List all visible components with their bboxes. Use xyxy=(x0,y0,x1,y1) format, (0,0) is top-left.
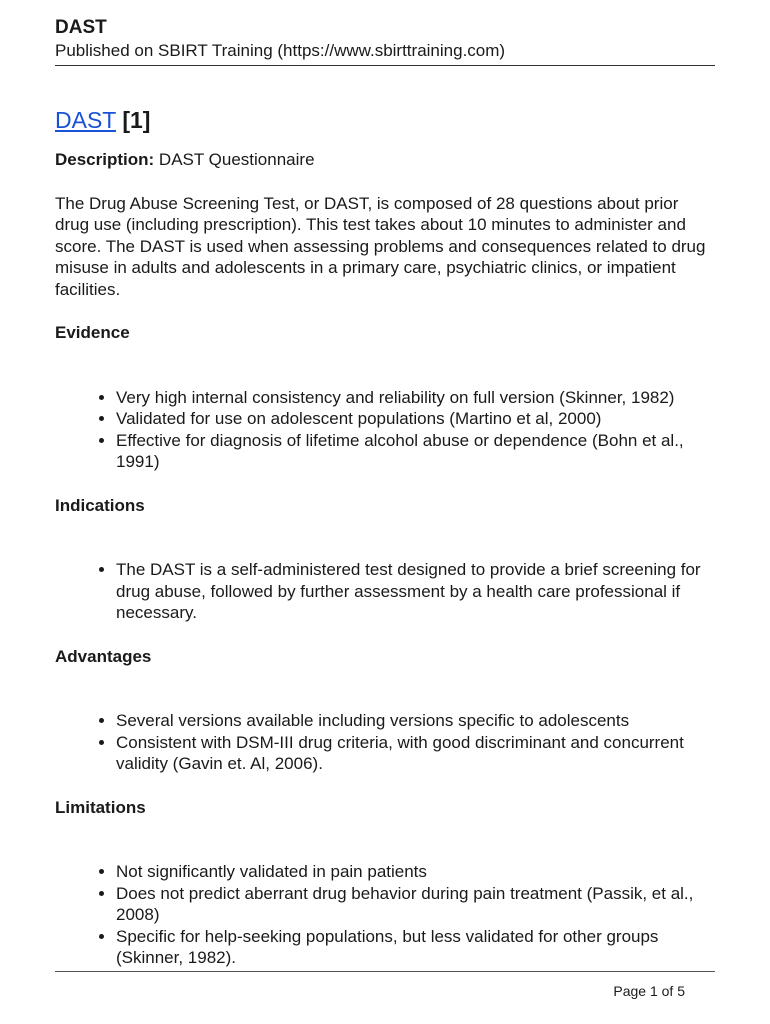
list-item: • The DAST is a self-administered test designed to provide a brief screening for drug abuse, followed by further assessment by a health care professional if necessary. xyxy=(116,559,715,624)
page-title xyxy=(55,105,715,135)
header-divider xyxy=(55,65,715,66)
section-heading-limitations: Limitations xyxy=(55,797,146,817)
main-content xyxy=(55,105,715,991)
description-line xyxy=(55,149,715,171)
document-title: DAST xyxy=(55,17,107,38)
published-on-line: Published on SBIRT Training (https://www.sbirttraining.com) xyxy=(55,41,506,60)
section-heading-indications: Indications xyxy=(55,495,145,515)
dast-title-link[interactable]: DAST xyxy=(55,107,116,133)
list-item: • Not significantly validated in pain patients xyxy=(116,861,715,883)
advantages-list xyxy=(55,710,715,775)
description-value: DAST Questionnaire xyxy=(158,150,315,169)
reference-marker: [1] xyxy=(122,107,151,133)
section-heading-evidence: Evidence xyxy=(55,323,130,342)
list-item: • Specific for help-seeking populations, but less validated for other groups (Skinner, 1982). xyxy=(116,926,715,969)
list-item: • Validated for use on adolescent populations (Martino et al, 2000) xyxy=(116,408,715,430)
list-item: • Effective for diagnosis of lifetime alcohol abuse or dependence (Bohn et al., 1991) xyxy=(116,430,715,473)
list-item: • Very high internal consistency and reliability on full version (Skinner, 1982) xyxy=(116,387,715,409)
evidence-list xyxy=(55,387,715,473)
list-item: • Consistent with DSM-III drug criteria, with good discriminant and concurrent validity (Gavin et. Al, 2006). xyxy=(116,732,715,775)
footer-divider xyxy=(55,971,715,972)
list-item: • Several versions available including versions specific to adolescents xyxy=(116,710,715,732)
indications-list xyxy=(55,559,715,624)
intro-paragraph: The Drug Abuse Screening Test, or DAST, is composed of 28 questions about prior drug use (including prescription). This test takes about 10 minutes to administer and score. The DAST is used when assessing problems and consequences related to drug misuse in adults and adolescents in a primary care, psychiatric clinics, or impatient facilities. xyxy=(55,193,706,299)
list-item: • Does not predict aberrant drug behavior during pain treatment (Passik, et al., 2008) xyxy=(116,883,715,926)
section-heading-advantages: Advantages xyxy=(55,646,152,666)
page-header xyxy=(55,16,715,62)
description-label: Description: xyxy=(55,150,155,169)
page-number: Page 1 of 5 xyxy=(613,983,685,999)
limitations-list xyxy=(55,861,715,969)
